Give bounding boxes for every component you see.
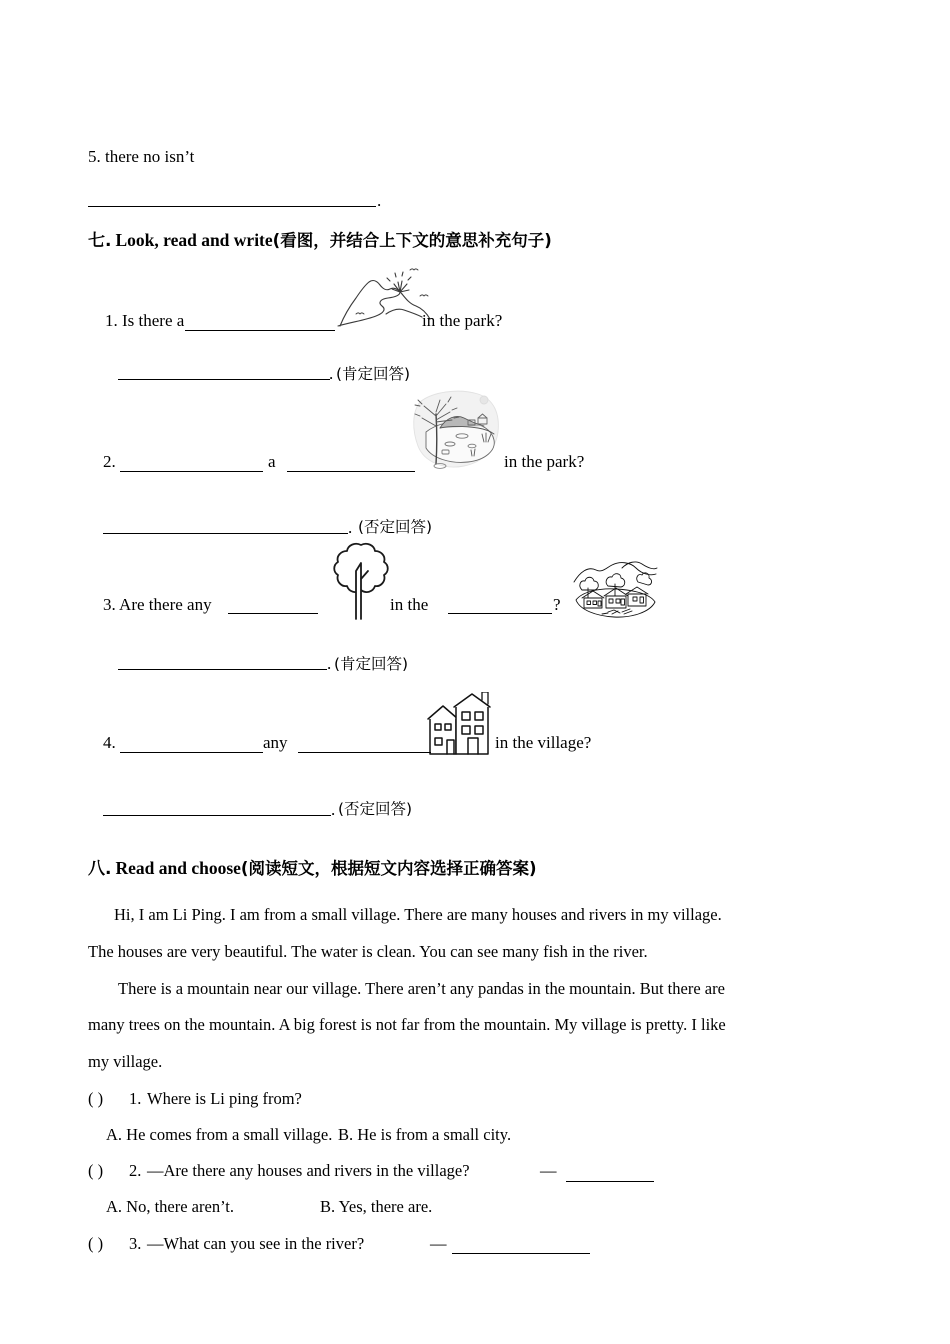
- q4-prompt-middle: any: [263, 733, 288, 752]
- q1-prompt-after: in the park?: [422, 311, 503, 330]
- q1-blank-1[interactable]: [185, 330, 335, 331]
- mc2-option-a[interactable]: A. No, there aren’t.: [106, 1197, 234, 1216]
- q2-prompt-before: 2.: [103, 452, 116, 471]
- q2-blank-1[interactable]: [120, 471, 263, 472]
- q2-prompt-middle: a: [268, 452, 276, 471]
- mc2-stem: —Are there any houses and rivers in the village?: [147, 1161, 470, 1180]
- section-seven-title-en: Look, read and write: [115, 230, 273, 250]
- q1-prompt-before: 1. Is there a: [105, 311, 185, 330]
- mc1-stem: Where is Li ping from?: [147, 1089, 302, 1108]
- q1-answer-period: .: [329, 364, 334, 383]
- section-eight-title-cn: (阅读短文，根据短文内容选择正确答案): [240, 859, 537, 878]
- section-eight-number: 八.: [88, 859, 112, 879]
- q3-prompt-after: ?: [553, 595, 561, 614]
- q3-prompt-before: 3. Are there any: [103, 595, 212, 614]
- village-icon: [572, 556, 658, 622]
- q2-blank-2[interactable]: [287, 471, 415, 472]
- mc3-answer-blank[interactable]: [452, 1253, 590, 1254]
- carryover-item-5: 5. there no isn’t: [88, 147, 195, 166]
- mc1-number: 1.: [129, 1089, 142, 1108]
- section-eight-heading: [88, 854, 537, 879]
- q4-answer-tag: (否定回答): [338, 800, 413, 818]
- section-seven-number: 七.: [88, 231, 112, 251]
- q3-prompt-middle: in the: [390, 595, 429, 614]
- q2-answer-period: .: [348, 518, 353, 537]
- mc3-number: 3.: [129, 1234, 142, 1253]
- section-seven-title-cn: (看图，并结合上下文的意思补充句子): [272, 231, 552, 250]
- q3-answer-tag: (肯定回答): [334, 655, 409, 673]
- tree-icon: [330, 541, 392, 621]
- passage-line-5: my village.: [88, 1052, 163, 1071]
- passage-line-2: The houses are very beautiful. The water is clean. You can see many fish in the river.: [88, 942, 648, 961]
- passage-line-4: many trees on the mountain. A big forest is not far from the mountain. My village is pretty. I like: [88, 1015, 726, 1034]
- carryover-answer-blank[interactable]: [88, 206, 376, 207]
- q4-prompt-before: 4.: [103, 733, 116, 752]
- q4-blank-1[interactable]: [120, 752, 263, 753]
- mc2-number: 2.: [129, 1161, 142, 1180]
- q1-answer-blank[interactable]: [118, 379, 330, 380]
- q3-answer-blank[interactable]: [118, 669, 327, 670]
- houses-icon: [422, 692, 500, 758]
- q2-answer-tag: (否定回答): [358, 518, 433, 536]
- mc3-bracket[interactable]: ( ): [88, 1234, 104, 1253]
- q2-answer-blank[interactable]: [103, 533, 348, 534]
- q3-answer-period: .: [327, 654, 332, 673]
- lake-pond-icon: [406, 386, 506, 474]
- mc2-answer-blank[interactable]: [566, 1181, 654, 1182]
- mc2-dash: —: [540, 1161, 557, 1180]
- mc3-dash: —: [430, 1234, 447, 1253]
- mc2-bracket[interactable]: ( ): [88, 1161, 104, 1180]
- q4-blank-2[interactable]: [298, 752, 431, 753]
- mc1-option-a[interactable]: A. He comes from a small village.: [106, 1125, 333, 1144]
- q1-answer-tag: (肯定回答): [336, 365, 411, 383]
- passage-line-1: Hi, I am Li Ping. I am from a small village. There are many houses and rivers in my village.: [114, 905, 722, 924]
- mc1-option-b[interactable]: B. He is from a small city.: [338, 1125, 512, 1144]
- mc1-bracket[interactable]: ( ): [88, 1089, 104, 1108]
- q4-answer-blank[interactable]: [103, 815, 331, 816]
- mc2-option-b[interactable]: B. Yes, there are.: [320, 1197, 433, 1216]
- carryover-answer-period: .: [377, 191, 382, 210]
- q3-blank-1[interactable]: [228, 613, 318, 614]
- mc3-stem: —What can you see in the river?: [147, 1234, 365, 1253]
- section-seven-heading: [88, 226, 552, 251]
- section-eight-title-en: Read and choose: [115, 858, 241, 878]
- q4-answer-period: .: [331, 800, 336, 819]
- passage-line-3: There is a mountain near our village. There aren’t any pandas in the mountain. But there are: [118, 979, 725, 998]
- q3-blank-2[interactable]: [448, 613, 552, 614]
- q2-prompt-after: in the park?: [504, 452, 585, 471]
- q4-prompt-after: in the village?: [495, 733, 592, 752]
